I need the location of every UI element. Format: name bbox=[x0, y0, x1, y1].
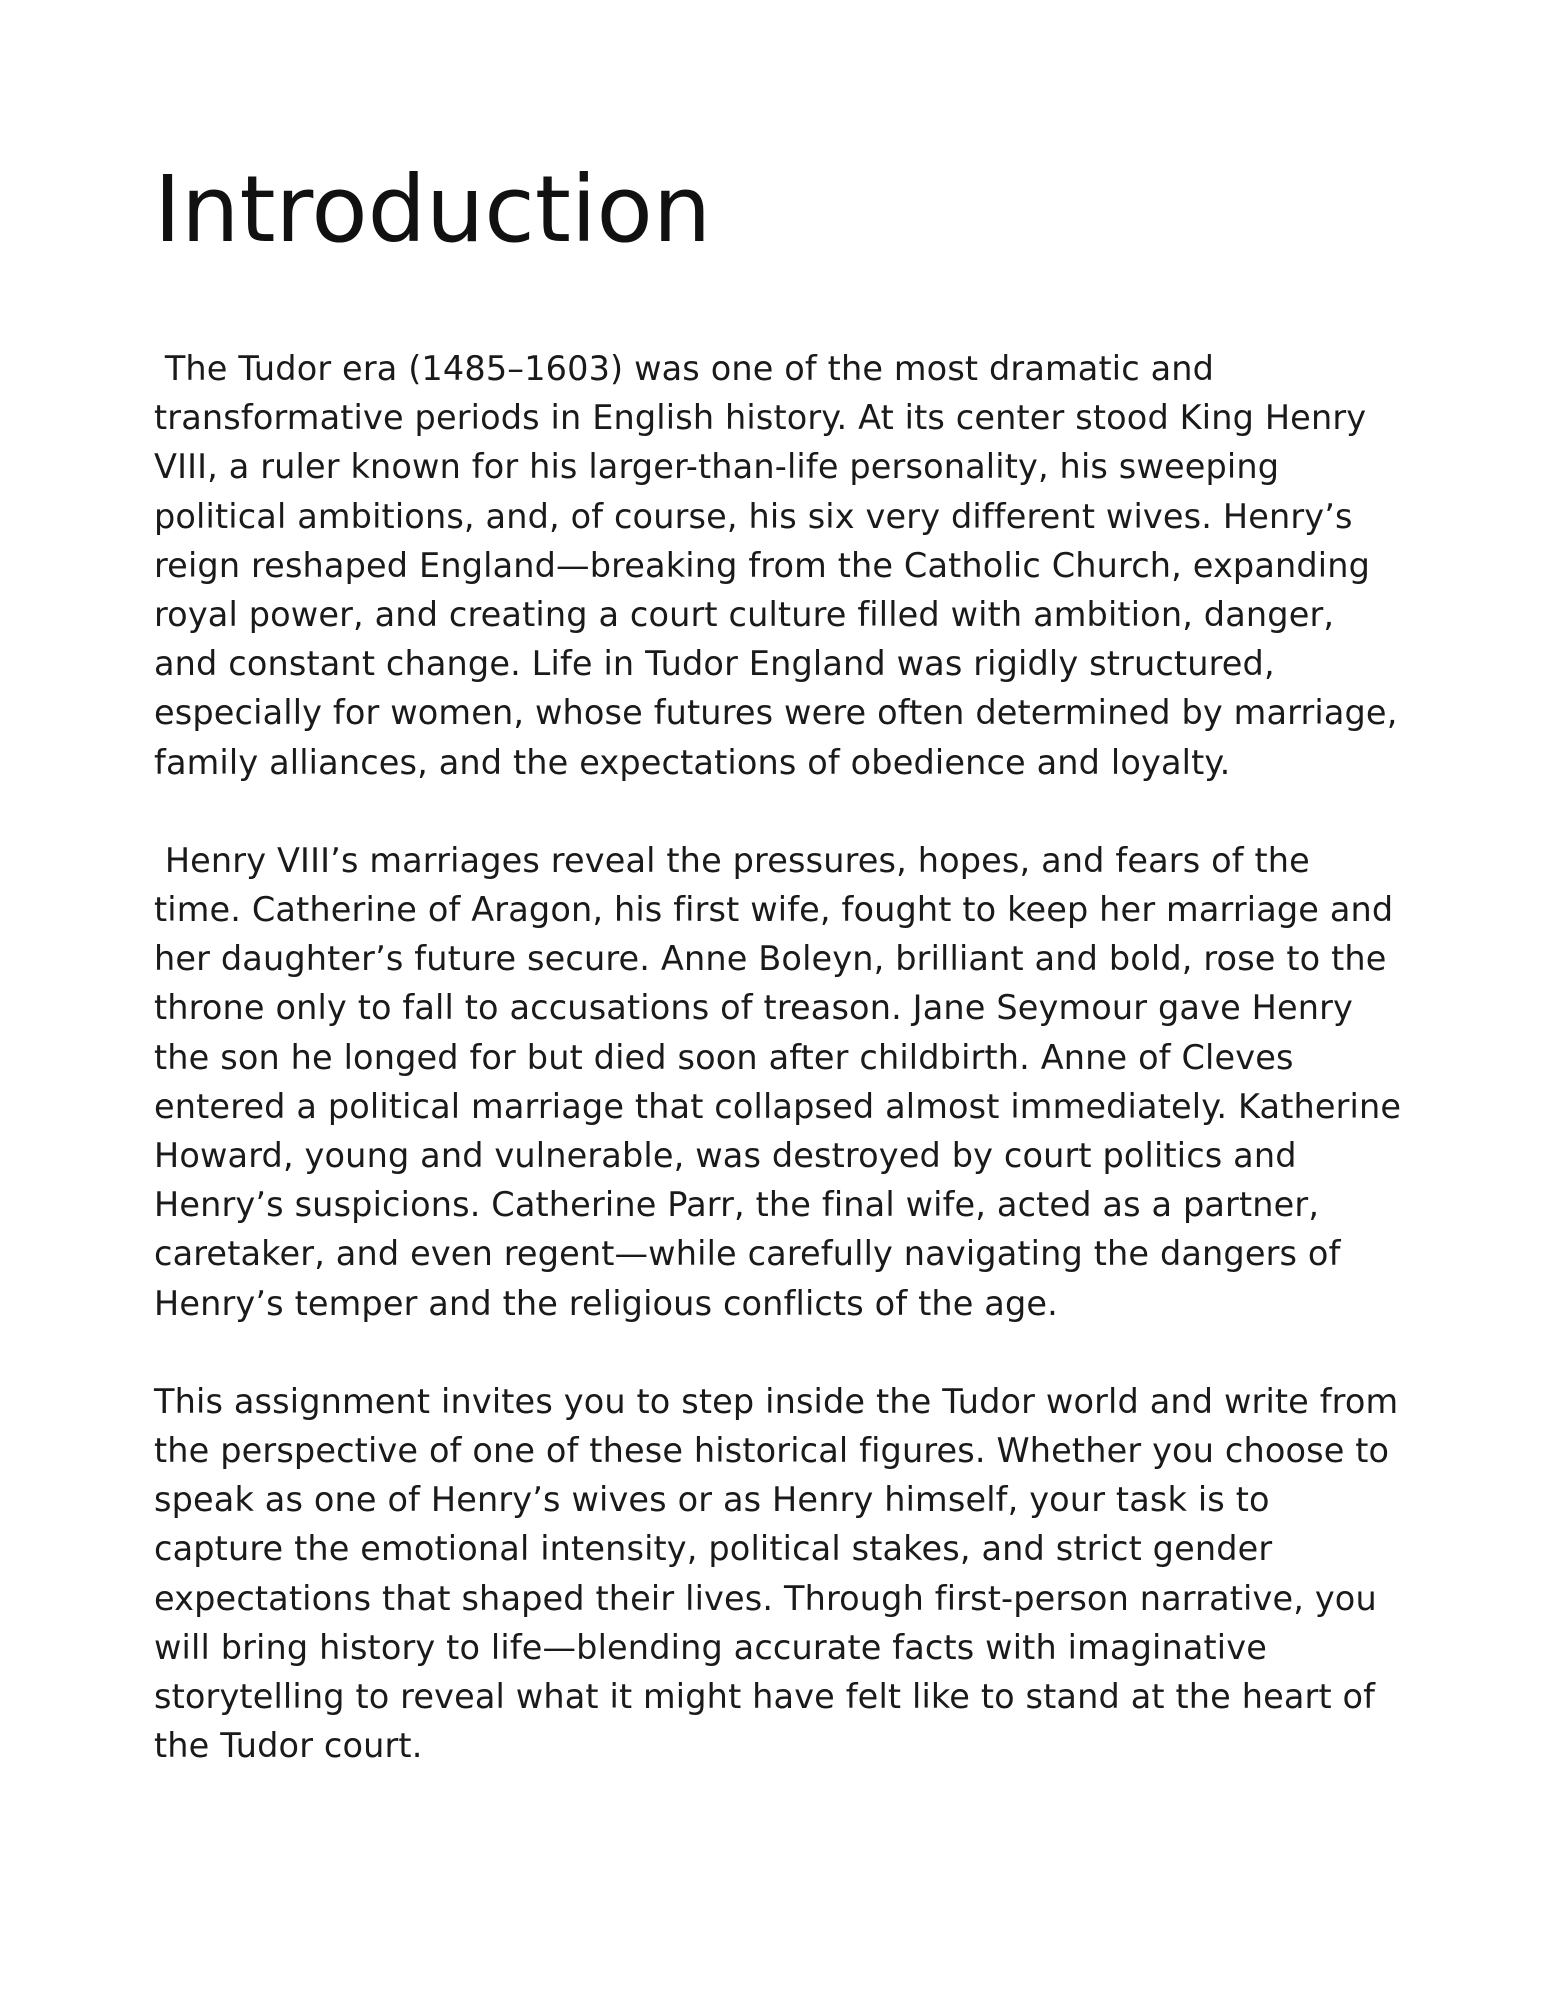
paragraph-tudor-era: The Tudor era (1485–1603) was one of the most dramatic and transformative periods in English history. At its center stood King Henry VIII, a ruler known for his larger-than-life personality, his sweeping political ambitions, and, of course, his six very different wives. Henry’s reign reshaped England—breaking from the Catholic Church, expanding royal power, and creating a court culture filled with ambition, danger, and constant change. Life in Tudor England was rigidly structured, especially for women, whose futures were often determined by marriage, family alliances, and the expectations of obedience and loyalty. bbox=[154, 349, 1409, 782]
paragraph-assignment: This assignment invites you to step inside the Tudor world and write from the perspective of one of these historical figures. Whether you choose to speak as one of Henry’s wives or as Henry himself, your task is to capture the emotional intensity, political stakes, and strict gender expectations that shaped their lives. Through first-person narrative, you will bring history to life—blending accurate facts with imaginative storytelling to reveal what it might have felt like to stand at the heart of the Tudor court. bbox=[154, 1381, 1410, 1766]
document-body bbox=[154, 150, 1412, 1770]
page-title: Introduction bbox=[154, 156, 712, 263]
paragraph-henry-marriages: Henry VIII’s marriages reveal the pressures, hopes, and fears of the time. Catherine of Aragon, his first wife, fought to keep her marriage and her daughter’s future secure. Anne Boleyn, brilliant and bold, rose to the throne only to fall to accusations of treason. Jane Seymour gave Henry the son he longed for but died soon after childbirth. Anne of Cleves entered a political marriage that collapsed almost immediately. Katherine Howard, young and vulnerable, was destroyed by court politics and Henry’s suspicions. Catherine Parr, the final wife, acted as a partner, caretaker, and even regent—while carefully navigating the dangers of Henry’s temper and the religious conflicts of the age. bbox=[154, 840, 1412, 1323]
